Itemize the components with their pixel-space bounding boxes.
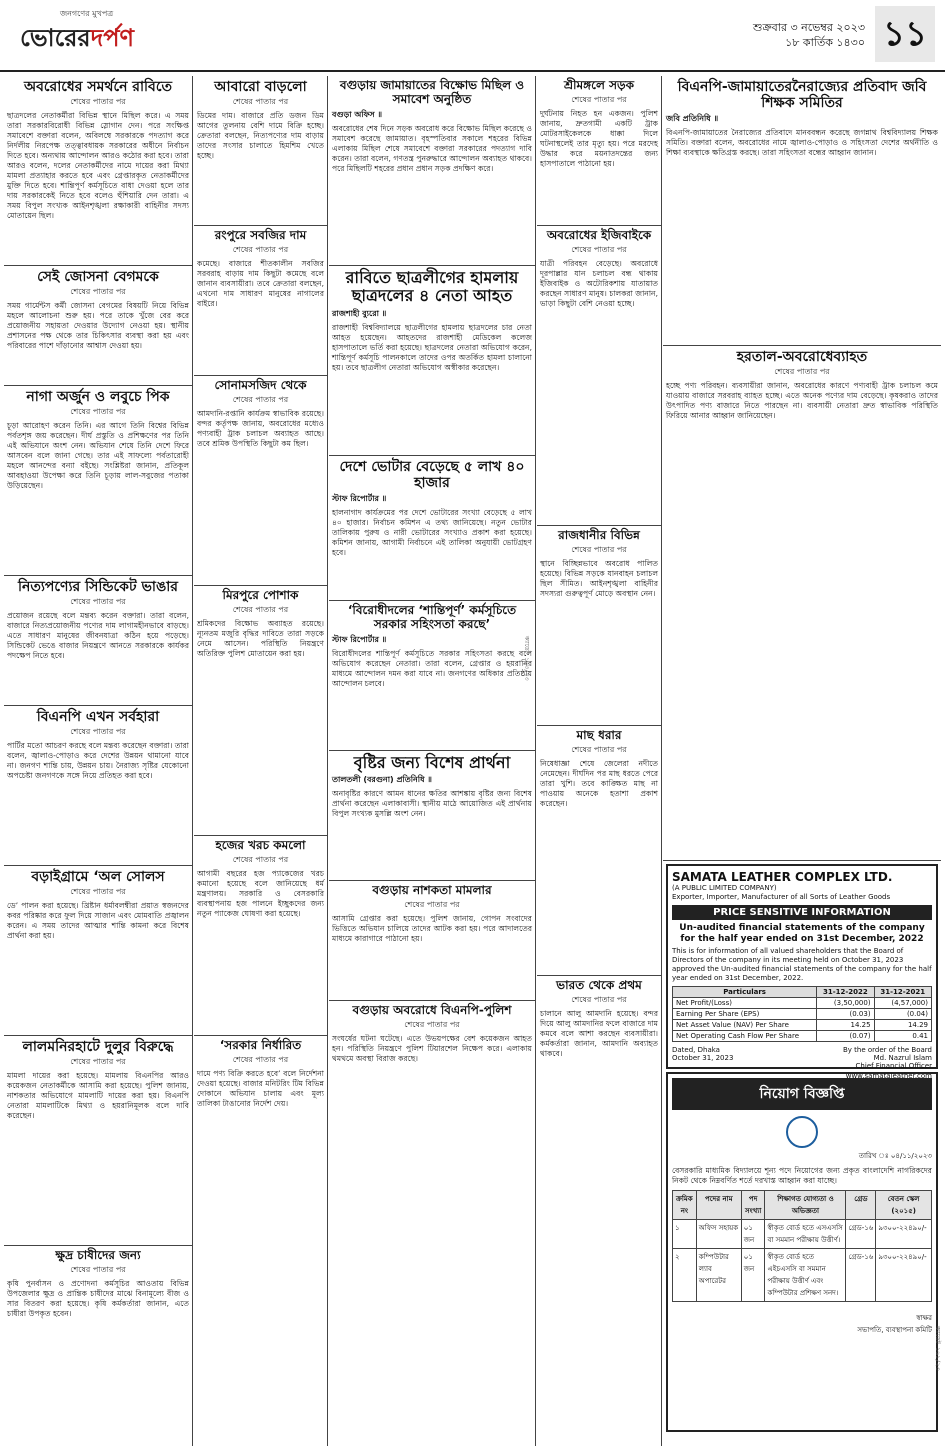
ad-company-name: SAMATA LEATHER COMPLEX LTD. [672, 870, 893, 884]
article-body: ডে’ পালন করা হয়েছে। খ্রিষ্টান ধর্মাবলম্বীরা প্রয়াত স্বজনদের কবর পরিষ্কার করে ফুল দিয়ে সাজান এবং মোমবাতি প্রজ্বালন করেন। এ সময় তাদের আত্মার শান্তি কামনা করে বিশেষ প্রার্থনা করা হয়। [7, 901, 189, 941]
headline: বগুড়ায় জামায়াতের বিক্ষোভ মিছিল ও সমাবেশ অনুষ্ঠিত [339, 78, 525, 106]
table-cell: ৯৩০০-২২৪৯০/- [876, 1220, 932, 1249]
continuation-note: শেষের পাতার পর [70, 1057, 126, 1067]
headline: বৃষ্টির জন্য বিশেষ প্রার্থনা [353, 753, 511, 772]
table-cell: (3,50,000) [817, 998, 874, 1009]
table-cell: অফিস সহায়ক [696, 1220, 741, 1249]
article-body: সময় গার্মেন্টস কর্মী জোসনা বেগমের বিষয়টি নিয়ে বিভিন্ন মহলে আলোচনা শুরু হয়। পরে তাকে খুঁজে বের করে প্রয়োজনীয় সহায়তা দেওয়ার উদ্যোগ নেওয়া হয়। স্থানীয় প্রশাসনের পক্ষ থেকে তার চিকিৎসার ব্যবস্থা করা হয় এবং পরিবারের পাশে দাঁড়ানোর আশ্বাস দেওয়া হয়। [7, 301, 189, 351]
article-col1-7 [4, 1246, 192, 1426]
article-body: পার্টির মতো আচরণ করছে বলে মন্তব্য করেছেন বক্তারা। তারা বলেন, জ্বালাও-পোড়াও করে দেশের উন্নয়ন থামানো যাবে না। জনগণ শান্তি চায়, উন্নয়ন চায়। নৈরাজ্য সৃষ্টির যেকোনো অপচেষ্টা জনগণকে সঙ্গে নিয়ে প্রতিহত করা হবে। [7, 741, 189, 781]
table-row [673, 998, 932, 1009]
ad-company-type: (A PUBLIC LIMITED COMPANY) [672, 884, 777, 892]
article-hartal [663, 346, 941, 861]
ad-company-desc: Exporter, Importer, Manufacturer of all Sorts of Leather Goods [672, 893, 891, 901]
logo-tagline: জনগণের মুখপত্র [60, 9, 114, 18]
byline: জবি প্রতিনিধি ॥ [666, 114, 719, 124]
article-col2-3 [194, 586, 327, 836]
article-body: প্রয়োজন রয়েছে বলে মন্তব্য করেন বক্তারা। তারা বলেন, বাজারে নিত্যপ্রয়োজনীয় পণ্যের দাম লাগামহীনভাবে বাড়ছে। এতে সাধারণ মানুষের জীবনযাত্রা কঠিন হয়ে পড়েছে। সিন্ডিকেট ভেঙে বাজার নিয়ন্ত্রণে আনতে সরকারকে কার্যকর পদক্ষেপ নিতে হবে। [7, 611, 189, 661]
col-qual: শিক্ষাগত যোগ্যতা ও অভিজ্ঞতা [765, 1191, 846, 1220]
col-sl: ক্রমিক নং [673, 1191, 697, 1220]
article-col2-2 [194, 376, 327, 586]
article-body: শ্রমিকদের বিক্ষোভ অব্যাহত রয়েছে। ন্যূনতম মজুরি বৃদ্ধির দাবিতে তারা সড়কে নেমে আসেন। পরিস্থিতি নিয়ন্ত্রণে অতিরিক্ত পুলিশ মোতায়েন করা হয়। [197, 618, 324, 658]
article-col1-4 [4, 706, 192, 866]
headline: বগুড়ায় নাশকতা মামলার [372, 883, 492, 897]
continuation-note: শেষের পাতার পর [571, 744, 627, 754]
article-opposition [329, 601, 535, 751]
continuation-note: শেষের পাতার পর [232, 1054, 289, 1064]
article-body: কমেছে। বাজারে শীতকালীন সবজির সরবরাহ বাড়ায় দাম কিছুটা কমেছে বলে জানান ব্যবসায়ীরা। তবে ক্রেতারা বলছেন, এখনো দাম সাধারণ মানুষের নাগালের বাইরে। [197, 258, 324, 308]
headline: বড়াইগ্রামে ‘অল সোলস [31, 869, 165, 885]
table-cell: স্বীকৃত বোর্ড হতে এসএসসি বা সমমান পরীক্ষায় উত্তীর্ণ। [765, 1220, 846, 1249]
article-body: ছাত্রদলের নেতাকর্মীরা বিভিন্ন স্থানে মিছিল করে। এ সময় তারা সরকারবিরোধী বিভিন্ন স্লোগান দেন। পরে সংক্ষিপ্ত সমাবেশে বক্তারা বলেন, অবিলম্বে সরকারকে পদত্যাগ করে নির্দলীয় নিরপেক্ষ তত্ত্বাবধায়ক সরকারের অধীনে নির্বাচন দিতে হবে। অন্যথায় আন্দোলন আরও কঠোর করা হবে। তারা আরও বলেন, দলের নেতাকর্মীদের নামে দায়ের করা মিথ্যা মামলা প্রত্যাহার করতে হবে এবং গ্রেপ্তারকৃত নেতাকর্মীদের মুক্তি দিতে হবে। শান্তিপূর্ণ কর্মসূচিতে বাধা দেওয়া হলে তার দায় সরকারকেই নিতে হবে বলেও হুঁশিয়ারি দেন তারা। এ সময় বিপুল সংখ্যক আইনশৃঙ্খলা রক্ষাকারী বাহিনীর সদস্য মোতায়েন ছিল। [7, 111, 189, 221]
table-cell: ০১ জন [741, 1249, 765, 1302]
article-body: মামলা দায়ের করা হয়েছে। মামলায় বিএনপির আরও কয়েকজন নেতাকর্মীকে আসামি করা হয়েছে। পুলিশ জানায়, নাশকতার অভিযোগে মামলাটি দায়ের করা হয়। বিএনপি নেতারা মামলাটিকে মিথ্যা ও হয়রানিমূলক বলে দাবি করেছেন। [7, 1071, 189, 1121]
continuation-note: শেষের পাতার পর [232, 97, 289, 107]
headline: মাছ ধরার [576, 728, 622, 742]
article-col2-5 [194, 1036, 327, 1286]
logo-accent: দর্পণ [90, 24, 135, 52]
article-jobi-teachers [663, 76, 941, 346]
continuation-note: শেষের পাতার পর [571, 544, 627, 554]
article-voters [329, 456, 535, 601]
table-row [673, 1020, 932, 1031]
byline: বগুড়া অফিস ॥ [332, 109, 383, 119]
article-col4-2 [537, 526, 661, 726]
headline: হরতাল-অবরোধেব্যাহত [736, 349, 868, 365]
column-4 [537, 76, 662, 1446]
column-1 [4, 76, 193, 1446]
article-body: স্থানে বিচ্ছিন্নভাবে অবরোধ পালিত হয়েছে। বিভিন্ন সড়কে যানবাহন চলাচল ছিল সীমিত। আইনশৃঙ্খলা বাহিনীর সদস্যরা গুরুত্বপূর্ণ মোড়ে অবস্থান নেন। [540, 558, 658, 598]
article-body: আগামী বছরের হজ প্যাকেজের খরচ কমানো হয়েছে বলে জানিয়েছে ধর্ম মন্ত্রণালয়। সরকারি ও বেসরকারি ব্যবস্থাপনায় হজ পালনে ইচ্ছুকদের জন্য নতুন প্যাকেজ ঘোষণা করা হয়েছে। [197, 868, 324, 918]
headline: দেশে ভোটার বেড়েছে ৫ লাখ ৪০ হাজার [339, 459, 525, 492]
ad-band: PRICE SENSITIVE INFORMATION [672, 905, 932, 920]
col-qty: পদ সংখ্যা [741, 1191, 765, 1220]
col-particulars: Particulars [673, 987, 817, 998]
headline: ‘সরকার নির্ধারিত [219, 1038, 302, 1052]
continuation-note: শেষের পাতার পর [70, 407, 126, 417]
continuation-note: শেষের পাতার পর [232, 394, 289, 404]
article-col1-2 [4, 386, 192, 576]
article-sabotage-case [329, 881, 535, 1001]
continuation-note: শেষের পাতার পর [70, 887, 126, 897]
newspaper-logo [20, 8, 220, 62]
ad-heading: Un-audited financial statements of the company for the half year ended on 31st December, 2022 [679, 923, 925, 944]
continuation-note: শেষের পাতার পর [404, 1019, 460, 1029]
headline: মিরপুরে পোশাক [222, 588, 299, 602]
headline: অবরোধের ইজিবাইকে [546, 228, 652, 242]
table-cell: Net Profit/(Loss) [673, 998, 817, 1009]
ad-code: ক্যাডেট ১৬৩/২৩ [523, 636, 530, 681]
table-cell: (0.03) [817, 1009, 874, 1020]
article-col1-1 [4, 266, 192, 386]
headline: সেই জোসনা বেগমকে [37, 269, 159, 285]
continuation-note: শেষের পাতার পর [70, 727, 126, 737]
headline: লালমনিরহাটে দুলুর বিরুদ্ধে [22, 1039, 174, 1055]
job-notice [666, 1072, 938, 1432]
ad-code: ক্যাডেট ১৬১/২৩ [934, 1326, 941, 1371]
article-col1-3 [4, 576, 192, 706]
headline: বগুড়ায় অবরোধে বিএনপি-পুলিশ [352, 1003, 512, 1017]
jobs-table [672, 1190, 932, 1302]
column-5 [663, 76, 941, 1446]
table-cell: 14.25 [817, 1020, 874, 1031]
headline: অবরোধের সমর্থনে রাবিতে [24, 79, 172, 95]
article-body: আসামি গ্রেপ্তার করা হয়েছে। পুলিশ জানায়, গোপন সংবাদের ভিত্তিতে অভিযান চালিয়ে তাদের আটক করা হয়। পরে আদালতের মাধ্যমে কারাগারে পাঠানো হয়। [332, 913, 532, 943]
page-number: ১১ [875, 6, 935, 62]
ad-note: This is for information of all valued shareholders that the Board of Directors of the company in its meeting held on October 31, 2023 approved the Un-audited financial statements of the company for the half year ended on 31st December, 2022. [672, 947, 932, 982]
continuation-note: শেষের পাতার পর [70, 287, 126, 297]
table-cell: গ্রেড-১৬ [846, 1249, 876, 1302]
article-body: ডিমের দাম। বাজারে প্রতি ডজন ডিম আগের তুলনায় বেশি দামে বিক্রি হচ্ছে। ক্রেতারা বলছেন, নিত্যপণ্যের দাম বাড়ায় তাদের সংসার চালাতে হিমশিম খেতে হচ্ছে। [197, 111, 324, 161]
headline: শ্রীমঙ্গলে সড়ক [564, 78, 634, 92]
table-cell: Net Operating Cash Flow Per Share [673, 1031, 817, 1042]
table-cell: (0.07) [817, 1031, 874, 1042]
article-body: অনাবৃষ্টির কারণে আমন ধানের ক্ষতির আশঙ্কায় বৃষ্টির জন্য বিশেষ প্রার্থনা করেছেন এলাকাবাসী। স্থানীয় মাঠে আয়োজিত এই প্রার্থনায় বিপুল সংখ্যক মুসল্লি অংশ নেন। [332, 789, 532, 819]
article-body: আমদানি-রপ্তানি কার্যক্রম স্বাভাবিক রয়েছে। বন্দর কর্তৃপক্ষ জানায়, অবরোধের মধ্যেও পণ্যবাহী ট্রাক চলাচল অব্যাহত আছে। তবে শ্রমিক উপস্থিতি কিছুটা কম ছিল। [197, 408, 324, 448]
article-col4-0 [537, 76, 661, 226]
headline: নিত্যপণ্যের সিন্ডিকেট ভাঙার [17, 579, 179, 595]
byline: স্টাফ রিপোর্টার ॥ [332, 634, 387, 644]
masthead [0, 0, 945, 72]
table-cell: (4,57,000) [874, 998, 931, 1009]
article-col4-3 [537, 726, 661, 976]
article-col2-0 [194, 76, 327, 226]
issue-date [753, 20, 865, 50]
article-body: সংঘর্ষের ঘটনা ঘটেছে। এতে উভয়পক্ষের বেশ কয়েকজন আহত হন। পরিস্থিতি নিয়ন্ত্রণে পুলিশ টিয়ারশেল নিক্ষেপ করে। এলাকায় থমথমে অবস্থা বিরাজ করছে। [332, 1033, 532, 1063]
article-body: চূড়া আরোহণ করেন তিনি। এর আগে তিনি বিশ্বের বিভিন্ন পর্বতশৃঙ্গ জয় করেছেন। দীর্ঘ প্রস্তুতি ও প্রশিক্ষণের পর তিনি এই অভিযানে অংশ নেন। অভিযান শেষে তিনি দেশে ফিরে আসবেন বলে জানা গেছে। তার এই সাফল্যে পর্বতারোহী মহলে আনন্দের বন্যা বইছে। সংশ্লিষ্টরা জানান, প্রতিকূল আবহাওয়া উপেক্ষা করে তিনি চূড়ায় লাল-সবুজের পতাকা উড়িয়েছেন। [7, 421, 189, 491]
col-grade: গ্রেড [846, 1191, 876, 1220]
column-2 [194, 76, 328, 1446]
table-cell: গ্রেড-১৬ [846, 1220, 876, 1249]
ad-signer-title: Chief Financial Officer [855, 1062, 932, 1070]
table-row [673, 1249, 932, 1302]
ad-place: Dated, Dhaka [672, 1046, 720, 1054]
headline: হজের খরচ কমলো [215, 838, 306, 852]
headline: রংপুরে সবজির দাম [214, 228, 307, 242]
col-post: পদের নাম [696, 1191, 741, 1220]
notice-signatory: সভাপতি, ব্যবস্থাপনা কমিটি [857, 1326, 932, 1334]
headline: বিএনপি এখন সর্বহারা [36, 709, 160, 725]
notice-date: তারিখ ঃ ০৪/১১/২০২৩ [858, 1152, 932, 1160]
table-cell: (0.04) [874, 1009, 931, 1020]
notice-intro: বেসরকারি মাধ্যমিক বিদ্যালয়ে শূন্য পদে নিয়োগের জন্য প্রকৃত বাংলাদেশি নাগরিকদের নিকট থেকে নিম্নবর্ণিত শর্তে দরখাস্ত আহ্বান করা যাচ্ছে। [672, 1166, 932, 1185]
article-col4-4 [537, 976, 661, 1256]
continuation-note: শেষের পাতার পর [774, 367, 830, 377]
table-cell: 14.29 [874, 1020, 931, 1031]
article-col1-6 [4, 1036, 192, 1246]
article-body: যাত্রী পরিবহন বেড়েছে। অবরোধে দূরপাল্লার যান চলাচল বন্ধ থাকায় ইজিবাইক ও অটোরিকশায় যাতায়াত করছেন সাধারণ মানুষ। চালকরা জানান, ভাড়া কিছুটা বেশি নেওয়া হচ্ছে। [540, 258, 658, 308]
article-body: হালনাগাদ কার্যক্রমের পর দেশে ভোটারের সংখ্যা বেড়েছে ৫ লাখ ৪০ হাজার। নির্বাচন কমিশন এ তথ্য জানিয়েছে। নতুন ভোটার তালিকায় পুরুষ ও নারী ভোটারের সংখ্যাও প্রকাশ করা হয়েছে। কমিশন জানায়, আগামী নির্বাচনে এই তালিকা অনুযায়ী ভোটগ্রহণ হবে। [332, 508, 532, 558]
table-cell: Earning Per Share (EPS) [673, 1009, 817, 1020]
table-cell: Net Asset Value (NAV) Per Share [673, 1020, 817, 1031]
table-cell: ০১ জন [741, 1220, 765, 1249]
article-body: দামে পণ্য বিক্রি করতে হবে’ বলে নির্দেশনা দেওয়া হয়েছে। বাজার মনিটরিং টিম বিভিন্ন দোকানে অভিযান চালায় এবং মূল্য তালিকা টাঙানোর নির্দেশ দেয়। [197, 1068, 324, 1108]
col-pay: বেতন স্কেল (২০১৫) [876, 1191, 932, 1220]
continuation-note: শেষের পাতার পর [571, 94, 627, 104]
article-body: বিরোধীদলের শান্তিপূর্ণ কর্মসূচিতে সরকার সহিংসতা করছে বলে অভিযোগ করেছেন নেতারা। তারা বলেন, গ্রেপ্তার ও হয়রানির মাধ্যমে আন্দোলন দমন করা যাবে না। জনগণের অধিকার প্রতিষ্ঠায় আন্দোলন চলবে। [332, 648, 532, 688]
continuation-note: শেষের পাতার পর [232, 854, 289, 864]
byline: রাজশাহী ব্যুরো ॥ [332, 308, 387, 318]
article-body: অবরোধের শেষ দিনে সড়ক অবরোধ করে বিক্ষোভ মিছিল করেছে ও সমাবেশ করেছে জামায়াত। বৃহস্পতিবার সকালে শহরের বিভিন্ন এলাকায় মিছিল শেষে সমাবেশে বক্তারা সরকারের পদত্যাগ দাবি করেন। তারা বলেন, গণতন্ত্র পুনরুদ্ধারে আন্দোলন অব্যাহত থাকবে। পরে মিছিলটি শহরের প্রধান প্রধান সড়ক প্রদক্ষিণ করে। [332, 123, 532, 173]
article-rabi-attack [329, 266, 535, 456]
byline: তালতলী (বরগুনা) প্রতিনিধি ॥ [332, 775, 432, 785]
headline: বিএনপি-জামায়াতেরনৈরাজ্যের প্রতিবাদ জবি শিক্ষক সমিতির [677, 79, 927, 112]
continuation-note: শেষের পাতার পর [70, 597, 126, 607]
col-year2: 31-12-2021 [874, 987, 931, 998]
ad-order: By the order of the Board [842, 1046, 932, 1054]
table-row [673, 1009, 932, 1020]
ad-website: www.samataleather.com [845, 1072, 932, 1080]
continuation-note: শেষের পাতার পর [404, 899, 460, 909]
ad-date: October 31, 2023 [672, 1054, 734, 1062]
table-row [673, 1031, 932, 1042]
notice-signature-label: স্বাক্ষর [916, 1314, 932, 1322]
col-year1: 31-12-2022 [817, 987, 874, 998]
article-body: কৃষি পুনর্বাসন ও প্রণোদনা কর্মসূচির আওতায় বিভিন্ন উপজেলার ক্ষুদ্র ও প্রান্তিক চাষীদের মাঝে বিনামূল্যে বীজ ও সার বিতরণ করা হয়েছে। কৃষি কর্মকর্তারা জানান, এতে চাষীরা উপকৃত হবেন। [7, 1278, 189, 1318]
article-col1-5 [4, 866, 192, 1036]
article-rain-prayer [329, 751, 535, 881]
table-cell: কম্পিউটার ল্যাব অপারেটর [696, 1249, 741, 1302]
article-body: বিএনপি-জামায়াতের নৈরাজ্যের প্রতিবাদে মানববন্ধন করেছে জগন্নাথ বিশ্ববিদ্যালয় শিক্ষক সমিতি। বক্তারা বলেন, অবরোধের নামে জ্বালাও-পোড়াও ও সহিংসতা দেশের অর্থনীতি ও শিক্ষা ব্যবস্থাকে ক্ষতিগ্রস্ত করছে। তারা সহিংসতা বন্ধের আহ্বান জানান। [666, 128, 938, 158]
headline: নাগা অর্জুন ও লবুচে পিক [26, 389, 170, 405]
table-cell: 0.41 [874, 1031, 931, 1042]
headline: রাবিতে ছাত্রলীগের হামলায় ছাত্রদলের ৪ নেতা আহত [345, 268, 519, 306]
headline: ‘বিরোধীদলের ‘শান্তিপূর্ণ’ কর্মসূচিতে সরকার সহিংসতা করছে’ [347, 603, 517, 631]
article-body: চালানে আলু আমদানি হয়েছে। বন্দর দিয়ে আলু আমদানির ফলে বাজারে দাম কমবে বলে আশা করছেন ব্যবসায়ীরা। কর্মকর্তারা জানান, আমদানি অব্যাহত থাকবে। [540, 1008, 658, 1058]
continuation-note: শেষের পাতার পর [232, 604, 289, 614]
article-body: নিষেধাজ্ঞা শেষে জেলেরা নদীতে নেমেছেন। দীর্ঘদিন পর মাছ ধরতে পেরে তারা খুশি। তবে কাঙ্ক্ষিত মাছ না পাওয়ায় অনেকে হতাশা প্রকাশ করেছেন। [540, 758, 658, 808]
article-body: দুর্ঘটনায় নিহত হন একজন। পুলিশ জানায়, দ্রুতগামী একটি ট্রাক মোটরসাইকেলকে ধাক্কা দিলে ঘটনাস্থলেই তার মৃত্যু হয়। পরে মরদেহ উদ্ধার করে ময়নাতদন্তের জন্য হাসপাতালে পাঠানো হয়। [540, 108, 658, 168]
table-cell: স্বীকৃত বোর্ড হতে এইচএসসি বা সমমান পরীক্ষায় উত্তীর্ণ এবং কম্পিউটার প্রশিক্ষণ সনদ। [765, 1249, 846, 1302]
article-col2-4 [194, 836, 327, 1036]
article-col2-1 [194, 226, 327, 376]
financial-table [672, 986, 932, 1042]
headline: রাজধানীর বিভিন্ন [558, 528, 640, 542]
center-column [329, 76, 536, 1446]
article-col4-1 [537, 226, 661, 526]
byline: স্টাফ রিপোর্টার ॥ [332, 494, 387, 504]
school-emblem-icon [786, 1116, 818, 1148]
continuation-note: শেষের পাতার পর [70, 1264, 126, 1274]
notice-title: নিয়োগ বিজ্ঞপ্তি [672, 1078, 932, 1110]
table-cell: ১ [673, 1220, 697, 1249]
date-gregorian: শুক্রবার ৩ নভেম্বর ২০২৩ [753, 21, 865, 34]
date-bangla: ১৮ কার্তিক ১৪৩০ [785, 36, 865, 49]
headline: সোনামসজিদ থেকে [214, 378, 307, 392]
headline: ভারত থেকে প্রথম [556, 978, 642, 992]
samata-price-sensitive-ad [666, 864, 938, 1080]
logo-main: ভোরের [20, 24, 91, 52]
continuation-note: শেষের পাতার পর [571, 244, 627, 254]
article-bnp-police [329, 1001, 535, 1161]
continuation-note: শেষের পাতার পর [232, 244, 289, 254]
ad-signer: Md. Nazrul Islam [873, 1054, 932, 1062]
article-bogura-jamaat [329, 76, 535, 266]
continuation-note: শেষের পাতার পর [70, 97, 126, 107]
article-col1-0 [4, 76, 192, 266]
table-cell: ২ [673, 1249, 697, 1302]
article-body: হচ্ছে পণ্য পরিবহন। ব্যবসায়ীরা জানান, অবরোধের কারণে পণ্যবাহী ট্রাক চলাচল কমে যাওয়ায় বাজারে সরবরাহ ব্যাহত হচ্ছে। এতে অনেক পণ্যের দাম বেড়েছে। কৃষকরাও তাদের উৎপাদিত পণ্য বাজারে নিতে পারছেন না। ব্যবসায়ী নেতারা দ্রুত স্বাভাবিক পরিস্থিতি ফিরিয়ে আনার আহ্বান জানিয়েছেন। [666, 381, 938, 421]
continuation-note: শেষের পাতার পর [571, 994, 627, 1004]
headline: আবারো বাড়লো [214, 79, 307, 95]
headline: ক্ষুদ্র চাষীদের জন্য [55, 1248, 141, 1262]
logo-text [20, 21, 220, 55]
table-row [673, 1220, 932, 1249]
article-body: রাজশাহী বিশ্ববিদ্যালয়ে ছাত্রলীগের হামলায় ছাত্রদলের চার নেতা আহত হয়েছেন। আহতদের রাজশাহী মেডিকেল কলেজ হাসপাতালে ভর্তি করা হয়েছে। ছাত্রদলের নেতারা অভিযোগ করেন, শান্তিপূর্ণ কর্মসূচি পালনকালে তাদের ওপর অতর্কিত হামলা চালানো হয়। তবে ছাত্রলীগ নেতারা অভিযোগ অস্বীকার করেছেন। [332, 322, 532, 372]
table-cell: ৯৩০০-২২৪৯০/- [876, 1249, 932, 1302]
